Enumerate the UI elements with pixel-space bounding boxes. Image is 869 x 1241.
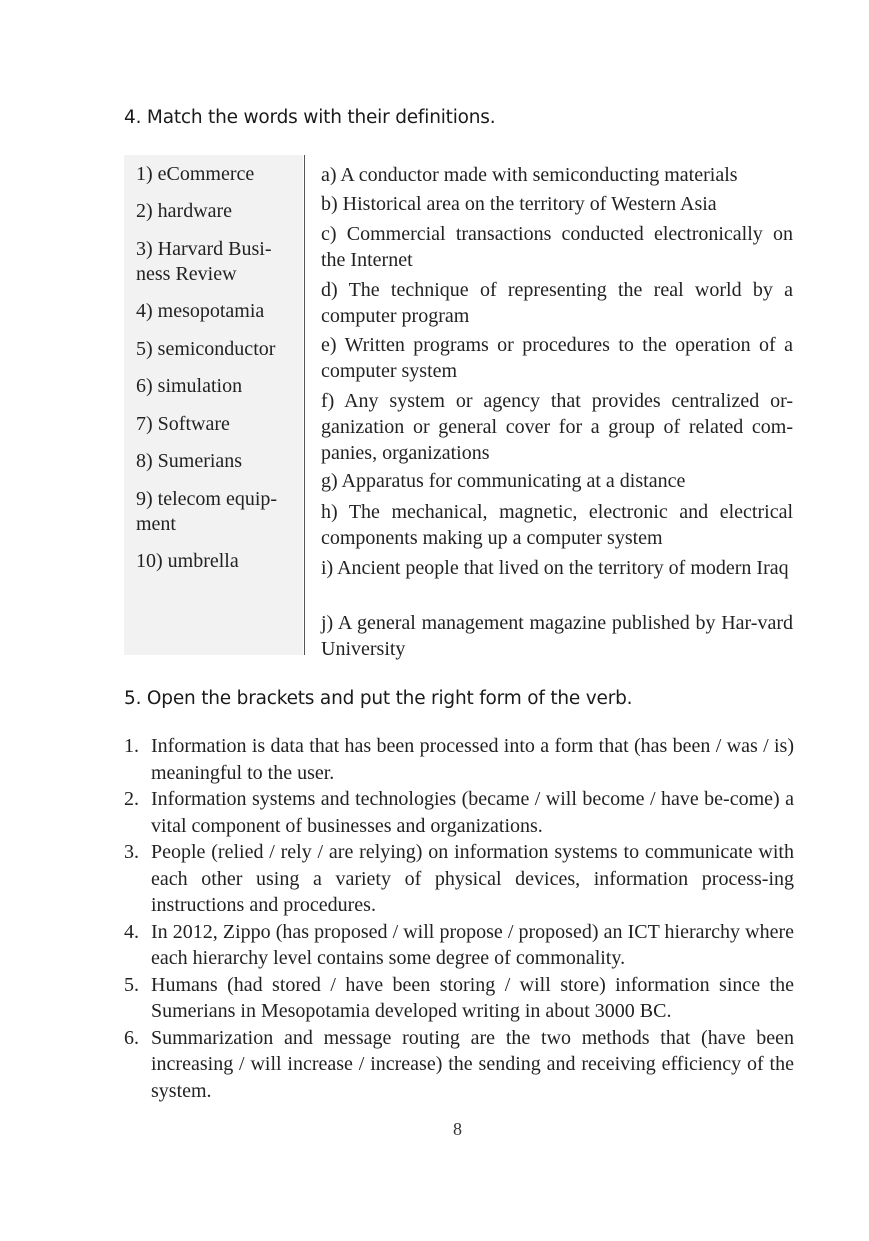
definition-item: b) Historical area on the territory of Western Asia bbox=[321, 193, 717, 215]
column-divider bbox=[304, 155, 305, 655]
section-4-heading: 4. Match the words with their definitions. bbox=[124, 107, 496, 128]
exercise-item bbox=[124, 919, 794, 972]
item-number: 3. bbox=[124, 841, 139, 863]
item-text: In 2012, Zippo (has proposed / will propose / proposed) an ICT hierarchy where each hierarchy level contains some degree of commonality. bbox=[151, 920, 794, 969]
word-item: 3) Harvard Busi-ness Review bbox=[136, 238, 272, 285]
page-number: 8 bbox=[453, 1119, 462, 1139]
definition-item: c) Commercial transactions conducted electronically on the Internet bbox=[321, 223, 793, 271]
exercise-item bbox=[124, 1025, 794, 1105]
exercise-item bbox=[124, 786, 794, 839]
word-item: 9) telecom equip-ment bbox=[136, 488, 278, 535]
definition-item: f) Any system or agency that provides centralized or-ganization or general cover for a group of related com-panies, organizations bbox=[321, 390, 793, 464]
definition-item: i) Ancient people that lived on the territory of modern Iraq bbox=[321, 557, 789, 579]
exercise-item bbox=[124, 972, 794, 1025]
word-item: 5) semiconductor bbox=[136, 338, 276, 360]
item-number: 4. bbox=[124, 920, 139, 943]
definition-item: d) The technique of representing the real world by a computer program bbox=[321, 279, 793, 327]
word-item: 4) mesopotamia bbox=[136, 300, 265, 322]
item-text: Information systems and technologies (became / will become / have be-come) a vital component of businesses and organizations. bbox=[151, 788, 794, 837]
words-column bbox=[124, 155, 303, 655]
item-text: Information is data that has been processed into a form that (has been / was / is) meaningful to the user. bbox=[151, 735, 794, 784]
verb-exercise-list bbox=[124, 733, 794, 1104]
item-text: Summarization and message routing are the two methods that (have been increasing / will increase / increase) the sending and receiving efficiency of the system. bbox=[151, 1026, 794, 1102]
exercise-item bbox=[124, 839, 794, 919]
item-number: 1. bbox=[124, 735, 139, 757]
item-text: Humans (had stored / have been storing / will store) information since the Sumerians in Mesopotamia developed writing in about 3000 BC. bbox=[151, 973, 794, 1022]
definition-item: g) Apparatus for communicating at a distance bbox=[321, 470, 686, 492]
word-item: 7) Software bbox=[136, 413, 230, 435]
word-item: 8) Sumerians bbox=[136, 450, 243, 472]
word-item: 1) eCommerce bbox=[136, 163, 255, 185]
item-number: 6. bbox=[124, 1026, 139, 1049]
word-item: 6) simulation bbox=[136, 375, 243, 397]
word-item: 10) umbrella bbox=[136, 550, 239, 572]
definition-item: h) The mechanical, magnetic, electronic and electrical components making up a computer system bbox=[321, 501, 793, 549]
item-text: People (relied / rely / are relying) on information systems to communicate with each other using a variety of physical devices, information process-ing instructions and procedures. bbox=[151, 841, 794, 916]
item-number: 2. bbox=[124, 788, 139, 810]
section-5-heading: 5. Open the brackets and put the right form of the verb. bbox=[124, 688, 633, 709]
word-item: 2) hardware bbox=[136, 200, 233, 222]
definition-item: e) Written programs or procedures to the operation of a computer system bbox=[321, 334, 793, 382]
definition-item: j) A general management magazine published by Har-vard University bbox=[321, 612, 793, 660]
matching-table bbox=[124, 155, 794, 660]
definition-item: a) A conductor made with semiconducting materials bbox=[321, 164, 738, 186]
item-number: 5. bbox=[124, 973, 139, 996]
exercise-item bbox=[124, 733, 794, 786]
